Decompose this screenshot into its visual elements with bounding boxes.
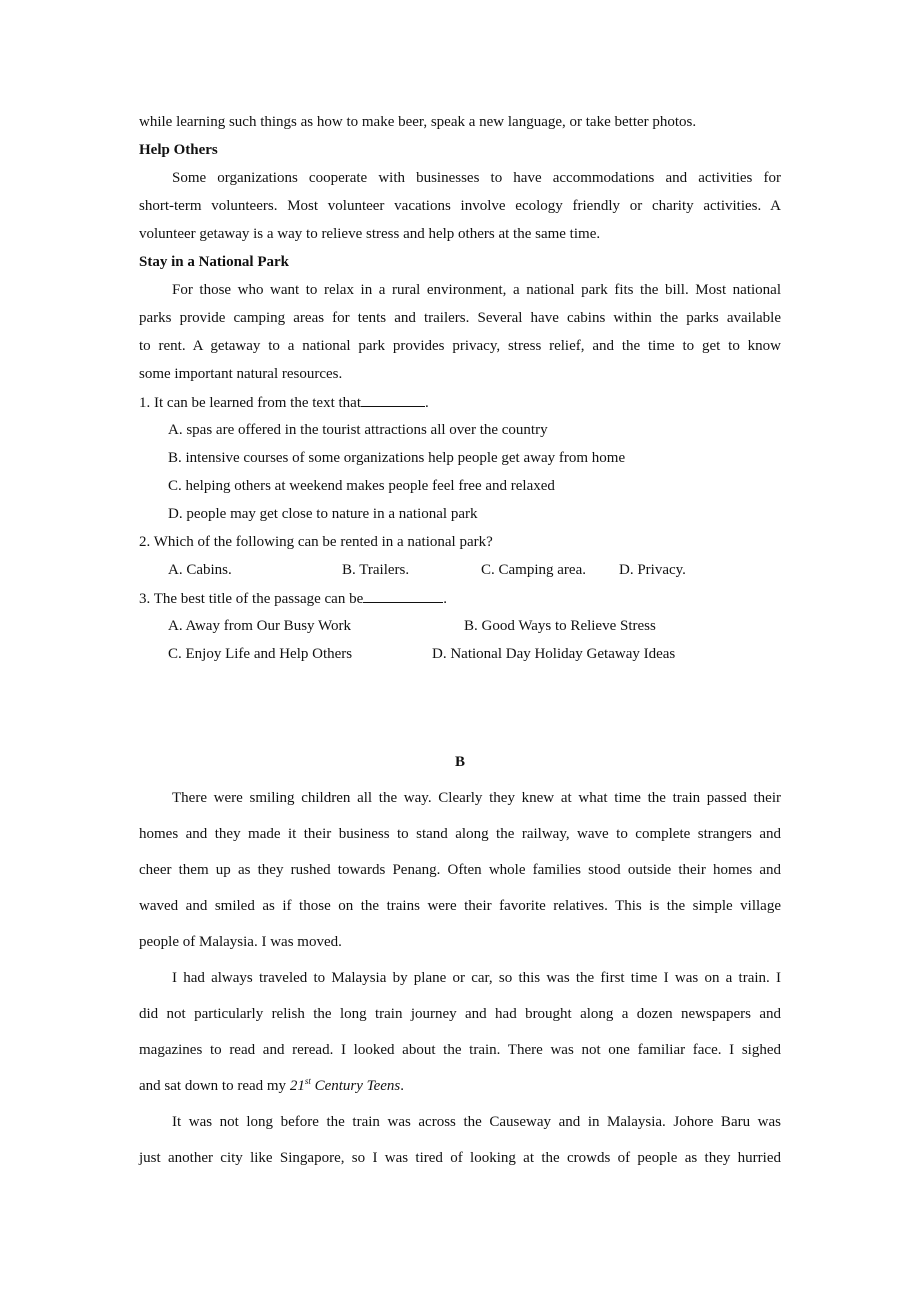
- option: D. Privacy.: [619, 562, 686, 578]
- superscript: st: [304, 1076, 311, 1086]
- question-3: [139, 584, 781, 612]
- option: B. Good Ways to Relieve Stress: [464, 618, 656, 634]
- paragraph-2-line: magazines to read and reread. I looked about the train. There was not one familiar face. I sighed: [139, 1042, 781, 1058]
- section-b-title: B: [454, 754, 465, 770]
- question-1-end: .: [425, 395, 429, 411]
- option: A. spas are offered in the tourist attractions all over the country: [168, 422, 548, 438]
- option: D. people may get close to nature in a national park: [168, 506, 478, 522]
- question-3-options-row: [139, 640, 781, 668]
- text-run: 21: [289, 1078, 305, 1094]
- question-1-stem: 1. It can be learned from the text that: [139, 395, 361, 411]
- national-park-line: parks provide camping areas for tents and trailers. Several have cabins within the parks available: [139, 310, 781, 326]
- paragraph-2-line: [139, 1068, 781, 1104]
- option: D. National Day Holiday Getaway Ideas: [432, 646, 676, 662]
- option: A. Cabins.: [168, 562, 232, 578]
- help-others-line: volunteer getaway is a way to relieve stress and help others at the same time.: [139, 226, 601, 242]
- text-run: Century Teens: [310, 1078, 401, 1094]
- answer-blank[interactable]: [363, 584, 443, 603]
- national-park-line: some important natural resources.: [139, 366, 343, 382]
- paragraph-1-line: homes and they made it their business to stand along the railway, wave to complete strangers and: [139, 826, 781, 842]
- intro-tail: while learning such things as how to make beer, speak a new language, or take better photos.: [139, 114, 697, 130]
- national-park-line: to rent. A getaway to a national park provides privacy, stress relief, and the time to get to know: [139, 338, 781, 354]
- text-run: .: [400, 1078, 405, 1094]
- option: B. intensive courses of some organizations help people get away from home: [168, 450, 626, 466]
- help-others-line: short-term volunteers. Most volunteer vacations involve ecology friendly or charity activities. A: [139, 198, 781, 214]
- section-b: [139, 744, 781, 1176]
- paragraph-1-line: waved and smiled as if those on the trains were their favorite relatives. This is the simple village: [139, 898, 781, 914]
- paragraph-1-line: There were smiling children all the way. Clearly they knew at what time the train passed their: [172, 790, 781, 806]
- question-3-end: .: [443, 591, 447, 607]
- help-others-line: Some organizations cooperate with businesses to have accommodations and activities for: [172, 170, 781, 186]
- help-others-heading: Help Others: [139, 142, 218, 158]
- national-park-heading: Stay in a National Park: [139, 254, 290, 270]
- answer-blank[interactable]: [361, 388, 425, 407]
- section-a: [139, 108, 781, 668]
- paragraph-2-line: did not particularly relish the long train journey and had brought along a dozen newspapers and: [139, 1006, 781, 1022]
- magazine-title: [290, 1078, 400, 1094]
- question-1: [139, 388, 781, 416]
- option: C. Enjoy Life and Help Others: [168, 646, 353, 662]
- option: C. helping others at weekend makes people feel free and relaxed: [168, 478, 555, 494]
- national-park-line: For those who want to relax in a rural environment, a national park fits the bill. Most national: [172, 282, 781, 298]
- option: A. Away from Our Busy Work: [168, 618, 351, 634]
- paragraph-1-line: people of Malaysia. I was moved.: [139, 934, 342, 950]
- question-2-stem: 2. Which of the following can be rented in a national park?: [139, 534, 493, 550]
- option: B. Trailers.: [342, 562, 410, 578]
- paragraph-2-line: I had always traveled to Malaysia by plane or car, so this was the first time I was on a train. I: [172, 970, 781, 986]
- question-3-options-row: [139, 612, 781, 640]
- question-2-options: [139, 556, 781, 584]
- question-3-stem: 3. The best title of the passage can be: [139, 591, 364, 607]
- paragraph-3-line: It was not long before the train was across the Causeway and in Malaysia. Johore Baru was: [172, 1114, 781, 1130]
- paragraph-1-line: cheer them up as they rushed towards Penang. Often whole families stood outside their homes and: [139, 862, 781, 878]
- text-run: and sat down to read my: [139, 1078, 290, 1094]
- option: C. Camping area.: [481, 562, 586, 578]
- paragraph-3-line: just another city like Singapore, so I was tired of looking at the crowds of people as they hurried: [139, 1150, 781, 1166]
